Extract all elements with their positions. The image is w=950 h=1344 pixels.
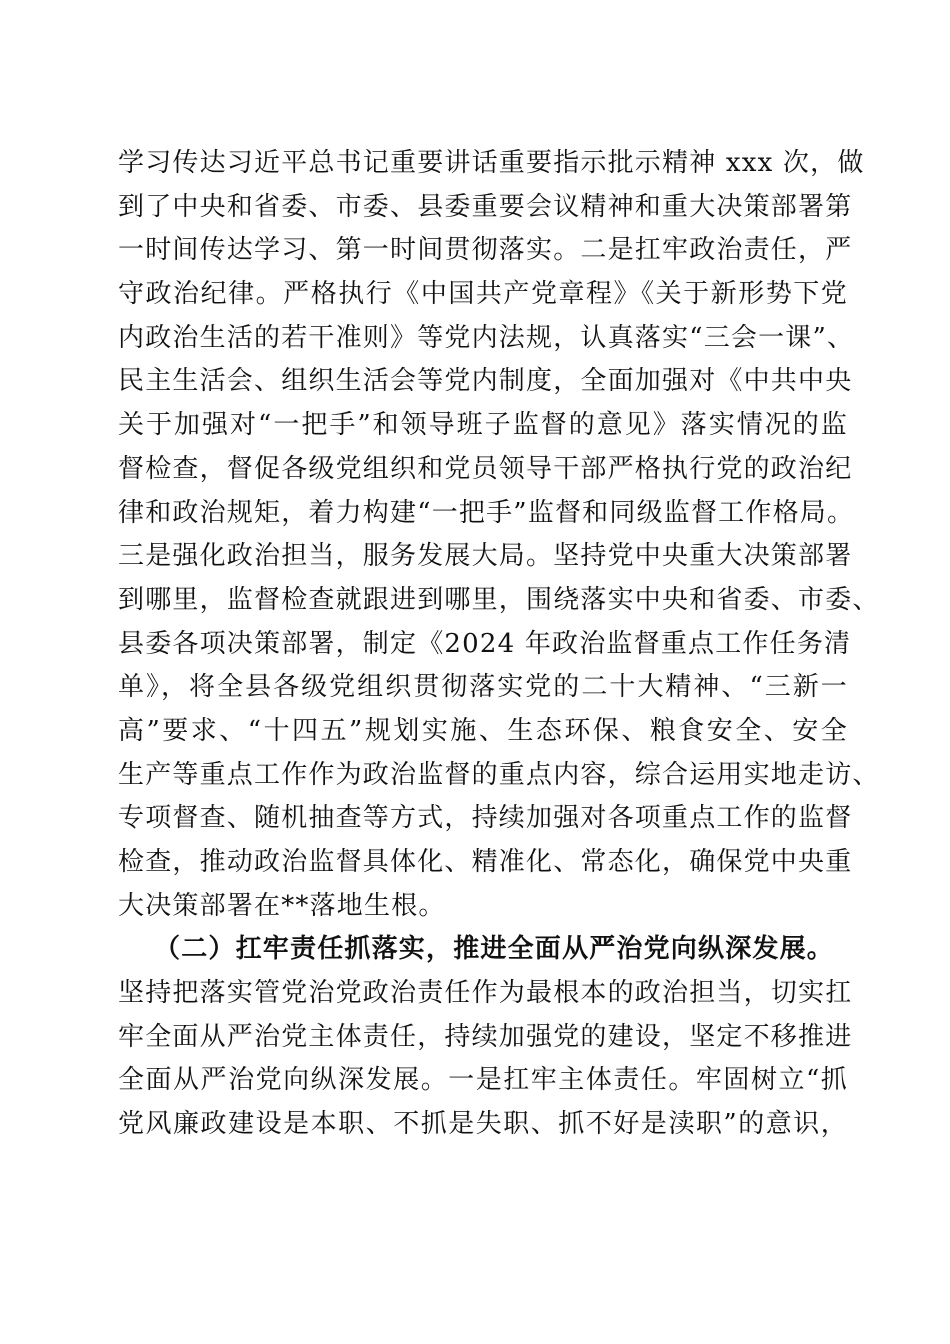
text-line-7: 关于加强对“一把手”和领导班子监督的意见》落实情况的监	[118, 410, 848, 441]
text-line-3: 一时间传达学习、第一时间贯彻落实。二是扛牢政治责任，严	[118, 235, 853, 266]
text-line-5: 内政治生活的若干准则》等党内法规，认真落实“三会一课”、	[118, 322, 855, 353]
text-line-20: 坚持把落实管党治党政治责任作为最根本的政治担当，切实扛	[118, 978, 853, 1009]
text-line-2: 到了中央和省委、市委、县委重要会议精神和重大决策部署第	[118, 191, 853, 222]
text-line-8: 督检查，督促各级党组织和党员领导干部严格执行党的政治纪	[118, 453, 853, 484]
text-line-6: 民主生活会、组织生活会等党内制度，全面加强对《中共中央	[118, 366, 853, 397]
text-line-13: 单》，将全县各级党组织贯彻落实党的二十大精神、“三新一	[118, 672, 848, 703]
body-text	[118, 142, 880, 1147]
text-line-11: 到哪里，监督检查就跟进到哪里，围绕落实中央和省委、市委、	[118, 584, 880, 615]
text-line-23: 党风廉政建设是本职、不抓是失职、抓不好是渎职”的意识，	[118, 1109, 848, 1140]
section-heading: （二）扛牢责任抓落实，推进全面从严治党向纵深发展。	[154, 934, 835, 965]
text-line-9: 律和政治规矩，着力构建“一把手”监督和同级监督工作格局。	[118, 497, 855, 528]
text-line-21: 牢全面从严治党主体责任，持续加强党的建设，坚定不移推进	[118, 1021, 853, 1052]
text-line-4: 守政治纪律。严格执行《中国共产党章程》《关于新形势下党	[118, 279, 848, 310]
text-line-14: 高”要求、“十四五”规划实施、生态环保、粮食安全、安全	[118, 715, 848, 746]
text-line-15: 生产等重点工作作为政治监督的重点内容，综合运用实地走访、	[118, 759, 880, 790]
text-line-16: 专项督查、随机抽查等方式，持续加强对各项重点工作的监督	[118, 803, 853, 834]
text-line-10: 三是强化政治担当，服务发展大局。坚持党中央重大决策部署	[118, 541, 853, 572]
text-line-22: 全面从严治党向纵深发展。一是扛牢主体责任。牢固树立“抓	[118, 1065, 848, 1096]
text-line-1: 学习传达习近平总书记重要讲话重要指示批示精神 xxx 次，做	[118, 148, 865, 178]
text-line-12: 县委各项决策部署，制定《2024 年政治监督重点工作任务清	[118, 628, 852, 659]
text-line-17: 检查，推动政治监督具体化、精准化、常态化，确保党中央重	[118, 847, 853, 877]
text-line-18: 大决策部署在**落地生根。	[118, 890, 446, 921]
